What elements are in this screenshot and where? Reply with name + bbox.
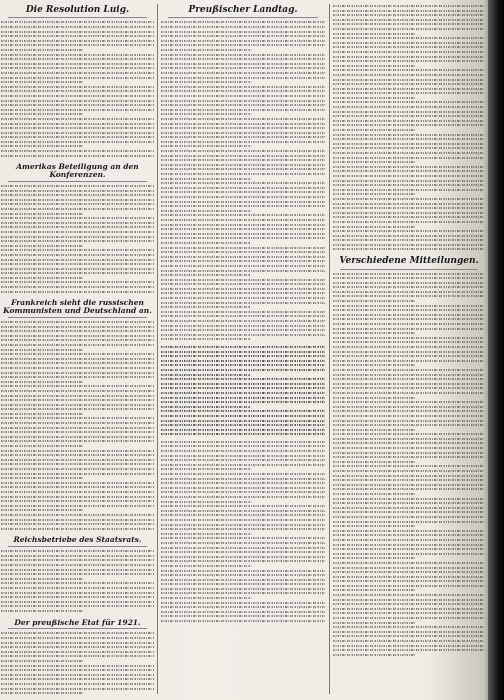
heading-rule — [8, 17, 147, 18]
section-heading: Frankreich sieht die russischen Kommunisten und Deutschland an. — [3, 298, 152, 316]
section-heading: Die Resolution Luig. — [25, 5, 130, 15]
body-text-block — [161, 20, 325, 342]
column-2 — [160, 4, 326, 694]
column-3 — [332, 4, 486, 694]
body-text-block — [1, 549, 154, 613]
section-heading: Amerikas Beteiligung an den Konferenzen. — [16, 162, 139, 180]
body-text-block — [1, 631, 154, 694]
section-heading: Reichsbetriebe des Staatsrats. — [13, 535, 142, 545]
column-rule — [329, 4, 330, 694]
heading-rule — [8, 546, 147, 547]
text-line — [161, 619, 325, 624]
column-rule — [157, 4, 158, 694]
column-1 — [0, 4, 155, 694]
text-line — [1, 290, 154, 295]
text-line — [1, 527, 154, 532]
heading-rule — [8, 317, 147, 318]
body-text-block — [161, 345, 325, 437]
book-binding — [488, 0, 504, 700]
heading-rule — [340, 269, 478, 270]
text-line — [161, 432, 325, 437]
section-heading: Verschiedene Mitteilungen. — [339, 256, 479, 267]
section-heading: Der preußische Etat für 1921. — [14, 617, 141, 627]
body-text-block — [1, 184, 154, 294]
body-text-block — [1, 20, 154, 158]
heading-rule — [8, 628, 147, 629]
text-line — [333, 653, 415, 658]
text-line — [333, 247, 485, 252]
text-line — [1, 609, 84, 614]
text-line — [1, 691, 84, 694]
heading-rule — [168, 17, 318, 18]
text-line — [1, 154, 154, 159]
section-heading: Preußischer Landtag. — [188, 5, 298, 15]
text-line — [161, 337, 250, 342]
body-text-block — [333, 4, 485, 252]
body-text-block — [333, 272, 485, 658]
body-text-block — [161, 440, 325, 624]
heading-rule — [8, 181, 147, 182]
body-text-block — [1, 320, 154, 531]
